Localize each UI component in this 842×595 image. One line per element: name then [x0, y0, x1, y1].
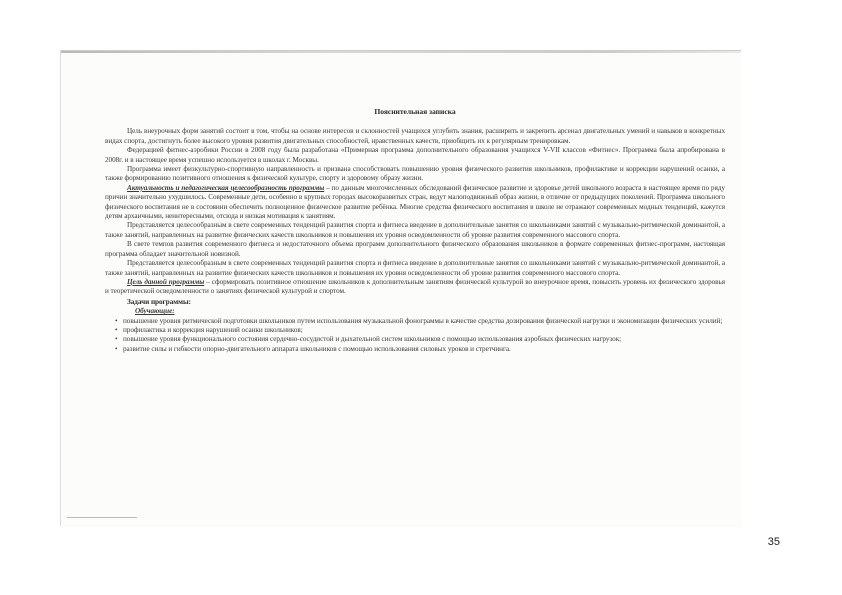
actuality-lead: Актуальность и педагогическая целесообразность программы	[127, 183, 325, 192]
paragraph-goal: Цель данной программы – сформировать позитивное отношение школьников к дополнительным занятиям физической культурой во внеурочное время, повысить уровень их физического здоровья и теоретической осведомленности о занятиях физической культурой и спортом.	[105, 277, 725, 296]
paragraph: Представляется целесообразным в свете современных тенденций развития спорта и фитнеса введение в дополнительные занятия со школьниками занятий с музыкально-ритмической доминантой, а также занятий, направленных на развитие физических качеств школьников и повышения их уровня осведомленности об уровне развития современного массового спорта.	[105, 221, 725, 239]
tasks-list	[105, 317, 725, 355]
scan-edge-line	[61, 51, 741, 53]
paragraph: В свете темпов развития современного фитнеса и недостаточного объема программ дополнительного физического образования школьников в формате современных фитнес-программ, настоящая программа обладает значительной новизной.	[105, 240, 725, 258]
paragraph: Программа имеет физкультурно-спортивную направленность и призвана способствовать повышению уровня физического развития школьников, профилактике и коррекции нарушений осанки, а также формированию позитивного отношения к физической культуре, спорту и здоровому образу жизни.	[105, 165, 725, 183]
paragraph-actuality: Актуальность и педагогическая целесообразность программы – по данным многочисленных обследований физическое развитие и здоровье детей школьного возраста в настоящее время по ряду причин значительно ухудшилось. Современные дети, особенно в крупных городах высокоразвитых стран, ведут малоподвижный образ жизни, в отличие от предыдущих поколений. Программа школьного физического воспитания не в состоянии обеспечить полноценное физическое развитие ребёнка. Многие средства физического воспитания в школе не отражают современных модных тенденций, кажутся детям архаичными, неинтересными, отсюда и низкая мотивация к занятиям.	[105, 183, 725, 221]
paragraph: Представляется целесообразным в свете современных тенденций развития спорта и фитнеса введение в дополнительные занятия со школьниками занятий с музыкально-ритмической доминантой, а также занятий, направленных на развитие физических качеств школьников и повышения их уровня осведомленности об уровне развития современного массового спорта.	[105, 259, 725, 277]
tasks-subheading: Обучающие:	[135, 307, 175, 316]
paragraph: Цель внеурочных форм занятий состоит в том, чтобы на основе интересов и склонностей учащихся углубить знания, расширить и закрепить арсенал двигательных умений и навыков в конкретных видах спорта, достигнуть более высокого уровня развития двигательных способностей, нравственных качеств, приобщить их к регулярным тренировкам.	[105, 127, 725, 145]
page-number: 35	[767, 536, 780, 548]
list-item: • развитие силы и гибкости опорно-двигательного аппарата школьников с помощью использования силовых уроков и стретчинга.	[115, 345, 725, 354]
list-item: • повышение уровня ритмической подготовки школьников путем использования музыкальной фонограммы в качестве средства дозирования физической нагрузки и экономизации физических усилий;	[115, 317, 725, 326]
tasks-heading: Задачи программы:	[127, 297, 191, 306]
document-body	[105, 107, 725, 354]
list-item: • повышение уровня функционального состояния сердечно-сосудистой и дыхательной систем школьников с помощью использования аэробных физических нагрузок;	[115, 335, 725, 344]
scanned-document-page	[60, 50, 741, 526]
document-title: Пояснительная записка	[374, 107, 456, 116]
list-item: • профилактика и коррекция нарушений осанки школьников;	[115, 326, 725, 335]
paragraph: Федерацией фитнес-аэробики России в 2008 году была разработана «Примерная программа дополнительного образования учащихся V-VII классов «Фитнес». Программа была апробирована в 2008г. и в настоящее время успешно используется в школах г. Москвы.	[105, 146, 725, 164]
scan-artifact-line	[67, 517, 137, 518]
goal-lead: Цель данной программы	[127, 277, 205, 286]
